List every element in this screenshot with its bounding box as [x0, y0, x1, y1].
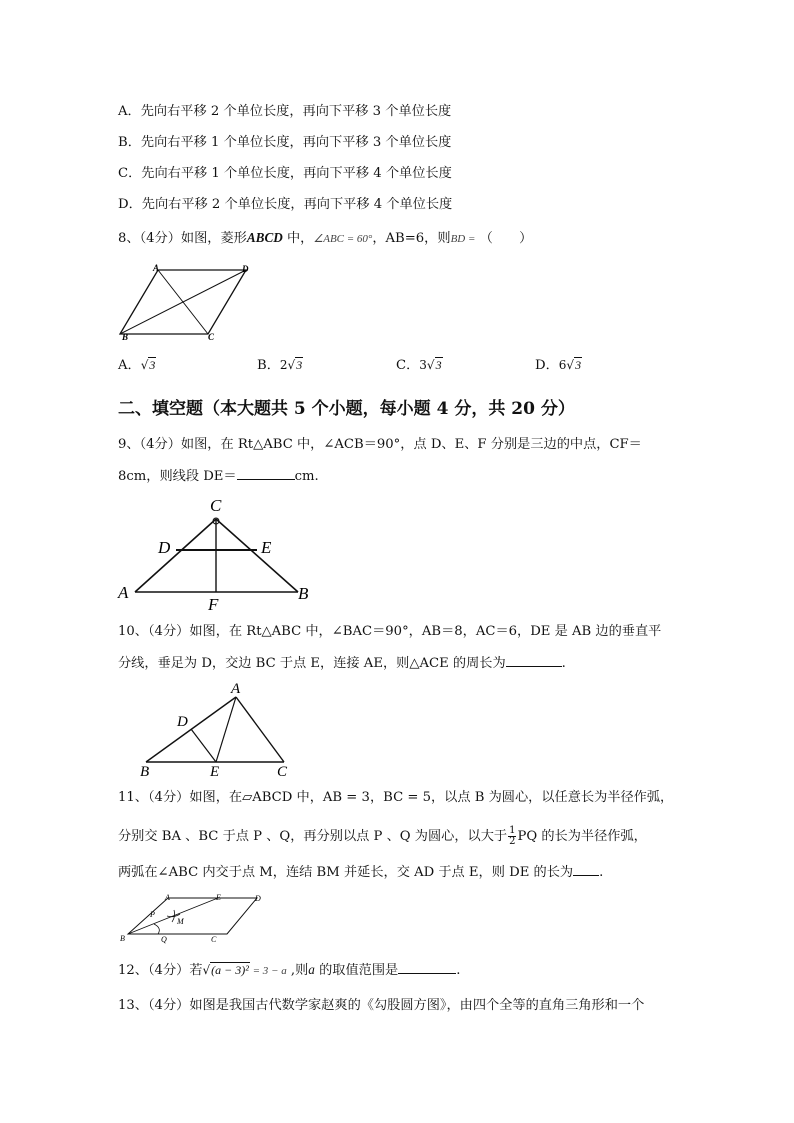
fraction-half: $\frac{1}{2}$ [509, 825, 516, 847]
side-ac [236, 697, 284, 762]
q8-mid: 中， [282, 231, 314, 246]
answer-blank[interactable] [398, 961, 456, 974]
q8-angle: ∠ABC = 60° [313, 233, 373, 245]
side-bc [216, 519, 298, 592]
q7-option-d: D．先向右平移 2 个单位长度，再向下平移 4 个单位长度 [118, 197, 453, 212]
q8-stem [118, 229, 532, 248]
label-d: D [177, 714, 188, 730]
q8-prefix: 8、（4分）如图，菱形 [118, 231, 247, 246]
label-b: B [122, 332, 129, 342]
label-m: M [177, 917, 184, 926]
label-f: F [208, 595, 219, 612]
label-b: B [120, 934, 125, 943]
q10-line2: 分线，垂足为 D，交边 BC 于点 E，连接 AE，则△ACE 的周长为 . [118, 656, 566, 671]
q8-option-label: B． [257, 358, 280, 373]
q8-option-label: A． [118, 358, 141, 373]
label-c: C [210, 496, 222, 515]
label-a: A [118, 583, 129, 602]
arc-pq [154, 924, 159, 934]
q11-line1: 11、（4分）如图，在▱ABCD 中，AB = 3，BC = 5，以点 B 为圆心，以任意长为半径作弧， [118, 790, 674, 805]
q9-line2: 8cm，则线段 DE＝ cm. [118, 469, 319, 484]
segment-de [191, 729, 216, 762]
q13-line1: 13、（4分）如图是我国古代数学家赵爽的《勾股圆方图》，由四个全等的直角三角形和一个 [118, 998, 645, 1013]
label-b: B [298, 584, 309, 603]
section-heading: 二、填空题（本大题共 5 个小题，每小题 4 分，共 20 分） [118, 399, 575, 419]
label-p: P [150, 910, 155, 919]
q11-parallelogram-figure [118, 892, 268, 946]
segment-ae [216, 697, 236, 762]
side-ac [135, 519, 216, 592]
label-e: E [216, 893, 221, 902]
label-e: E [210, 764, 220, 780]
q10-triangle-figure [132, 678, 302, 780]
q8-option-d: D．6√3 [535, 358, 582, 373]
label-a: A [153, 263, 160, 273]
answer-blank[interactable] [573, 863, 599, 876]
q8-mid2: ，AB=6，则 [372, 231, 451, 246]
label-e: E [261, 538, 272, 557]
q8-shape: ABCD [246, 230, 283, 245]
q9-triangle-figure [112, 492, 322, 612]
label-d: D [255, 894, 261, 903]
q8-bd: BD = [450, 233, 476, 245]
q7-option-b: B．先向右平移 1 个单位长度，再向下平移 3 个单位长度 [118, 135, 452, 150]
q9-line1: 9、（4分）如图，在 Rt△ABC 中，∠ACB＝90°，点 D、E、F 分别是三边的中点，CF＝ [118, 437, 642, 452]
label-d: D [242, 264, 249, 274]
sqrt-expression: √(a − 3)² [202, 963, 249, 977]
label-d: D [158, 538, 171, 557]
q8-option-b: B．2√3 [257, 358, 303, 373]
q8-paren: （ ） [475, 231, 533, 246]
q8-rhombus-figure [118, 262, 258, 344]
q8-option-c: C．3√3 [396, 358, 442, 373]
q8-option-label: D． [535, 358, 559, 373]
label-c: C [208, 332, 215, 342]
label-c: C [277, 764, 288, 780]
q7-option-a: A．先向右平移 2 个单位长度，再向下平移 3 个单位长度 [118, 104, 452, 119]
parallelogram-outline [128, 898, 257, 934]
q7-option-c: C．先向右平移 1 个单位长度，再向下平移 4 个单位长度 [118, 166, 452, 181]
q8-option-label: C． [396, 358, 420, 373]
q11-line2: 分别交 BA 、BC 于点 P 、Q，再分别以点 P 、Q 为圆心，以大于 $\frac{1}{2}$ PQ 的长为半径作弧， [118, 825, 647, 847]
label-b: B [140, 764, 150, 780]
label-a: A [231, 681, 241, 697]
q10-line1: 10、（4分）如图，在 Rt△ABC 中，∠BAC＝90°，AB＝8，AC＝6，DE 是 AB 边的垂直平 [118, 624, 662, 639]
segment-be [128, 898, 218, 934]
answer-blank[interactable] [237, 467, 295, 480]
q12-line: 12、（4分）若√(a − 3)² = 3 − a ,则a 的取值范围是 . [118, 962, 461, 978]
label-q: Q [161, 935, 167, 944]
q8-option-a: A．√3 [118, 358, 156, 373]
q11-line3: 两弧在∠ABC 内交于点 M，连结 BM 并延长，交 AD 于点 E，则 DE 的长为 . [118, 865, 604, 880]
label-a: A [165, 893, 170, 902]
label-c: C [211, 935, 217, 944]
answer-blank[interactable] [506, 654, 562, 667]
